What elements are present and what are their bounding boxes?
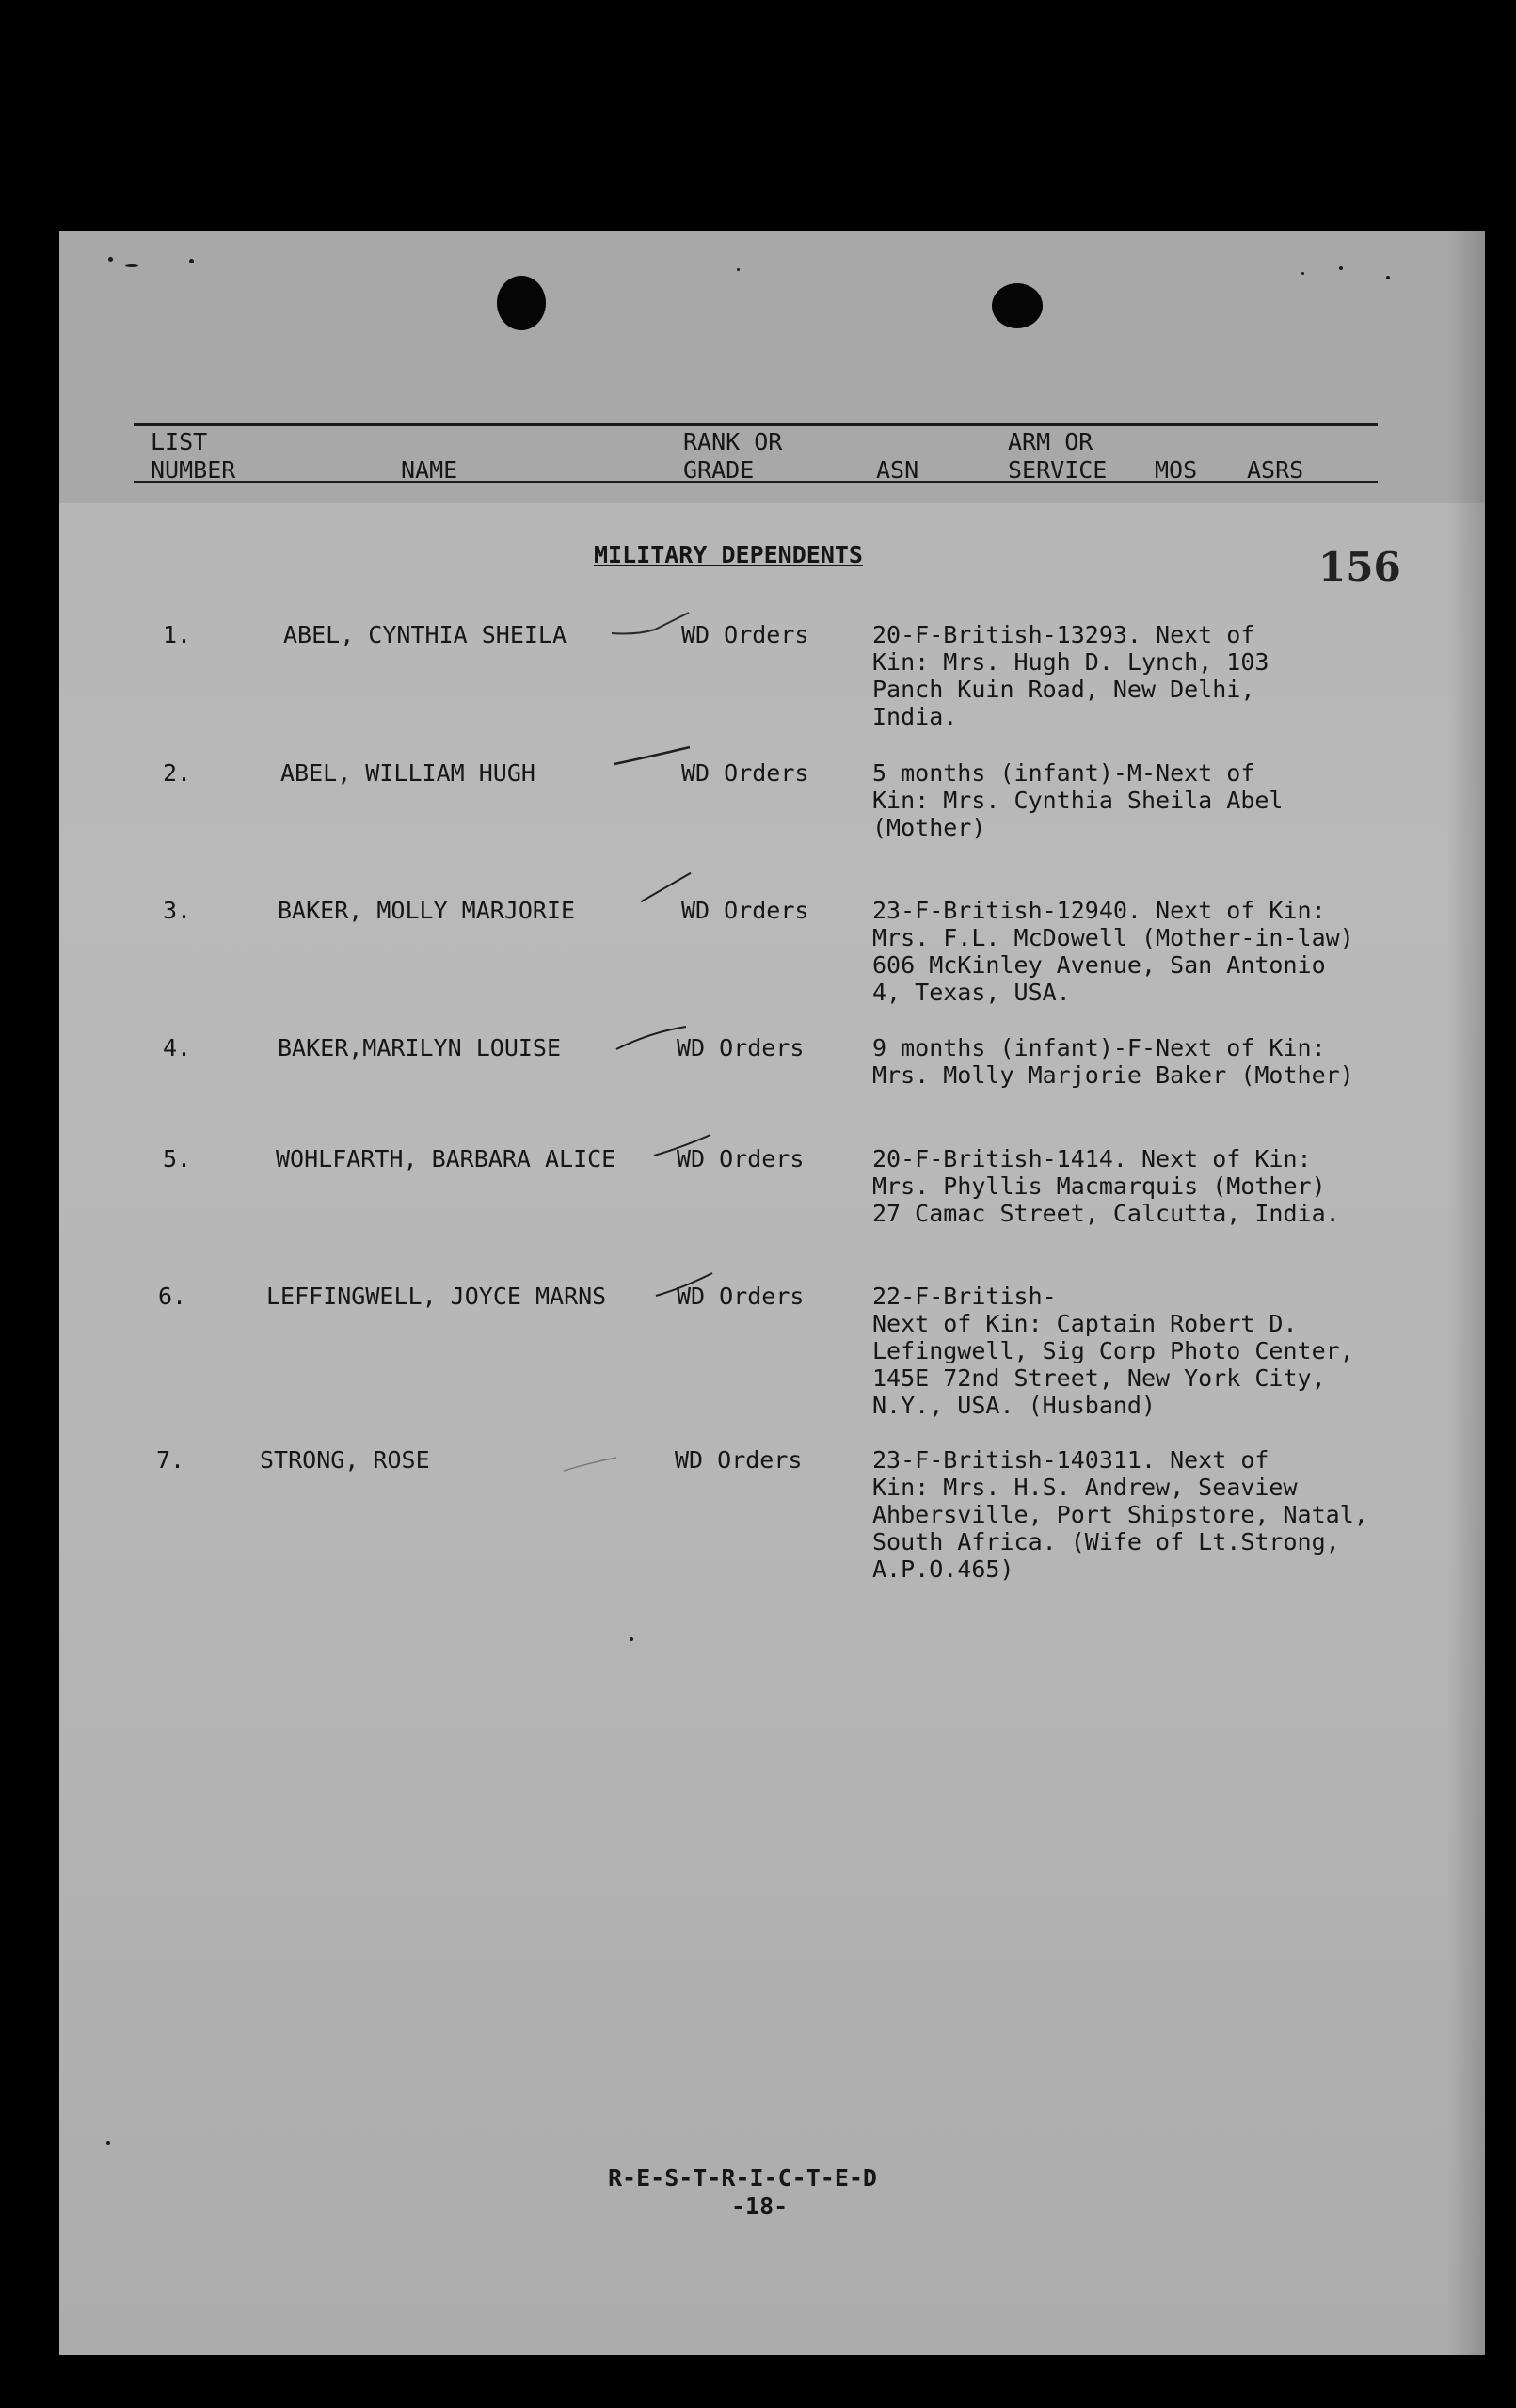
detail-line: 145E 72nd Street, New York City, (872, 1364, 1326, 1392)
entry-details (872, 1034, 1399, 1089)
entry-number: 5. (163, 1145, 192, 1172)
detail-line: India. (872, 703, 958, 730)
paper-speck (630, 1637, 633, 1641)
detail-line: 606 McKinley Avenue, San Antonio (872, 951, 1326, 979)
detail-line: 23-F-British-140311. Next of (872, 1446, 1269, 1474)
paper-speck (1386, 276, 1390, 279)
detail-line: 5 months (infant)-M-Next of (872, 759, 1255, 787)
check-mark-icon (630, 869, 714, 906)
page-stamp-number: 156 (1318, 544, 1401, 590)
detail-line: Ahbersville, Port Shipstore, Natal, (872, 1501, 1368, 1528)
paper-speck (125, 264, 138, 267)
page-number: -18- (731, 2193, 789, 2220)
detail-line: Mrs. Phyllis Macmarquis (Mother) (872, 1172, 1326, 1200)
detail-line: 4, Texas, USA. (872, 979, 1071, 1006)
detail-line: A.P.O.465) (872, 1555, 1014, 1583)
detail-line: (Mother) (872, 814, 986, 841)
entry-details (872, 897, 1399, 1006)
paper-speck (106, 2141, 110, 2145)
entry-rank: WD Orders (677, 1034, 805, 1061)
column-header-asrs: ASRS (1247, 456, 1304, 484)
entry-rank: WD Orders (677, 1145, 805, 1172)
detail-line: Lefingwell, Sig Corp Photo Center, (872, 1337, 1354, 1364)
paper-speck (189, 259, 194, 263)
entry-name: ABEL, WILLIAM HUGH (280, 759, 535, 787)
header-rule-top (134, 423, 1378, 426)
detail-line: 9 months (infant)-F-Next of Kin: (872, 1034, 1326, 1061)
entry-number: 7. (156, 1446, 185, 1474)
entry-rank: WD Orders (681, 759, 809, 787)
document-page (59, 231, 1485, 2355)
detail-line: Next of Kin: Captain Robert D. (872, 1310, 1298, 1337)
entry-name: STRONG, ROSE (260, 1446, 430, 1474)
entry-details (872, 1145, 1399, 1227)
entry-number: 2. (163, 759, 192, 787)
restricted-marking: R-E-S-T-R-I-C-T-E-D (608, 2164, 877, 2192)
entry-details (872, 1283, 1399, 1419)
column-header-asn: ASN (876, 456, 919, 484)
punch-hole-right (992, 283, 1043, 328)
paper-speck (1301, 272, 1304, 275)
detail-line: South Africa. (Wife of Lt.Strong, (872, 1528, 1340, 1555)
detail-line: Kin: Mrs. H.S. Andrew, Seaview (872, 1474, 1298, 1501)
entry-rank: WD Orders (681, 897, 809, 924)
entry-details (872, 621, 1399, 730)
entry-rank: WD Orders (681, 621, 809, 648)
detail-line: 20-F-British-1414. Next of Kin: (872, 1145, 1312, 1172)
detail-line: 23-F-British-12940. Next of Kin: (872, 897, 1326, 924)
detail-line: Kin: Mrs. Hugh D. Lynch, 103 (872, 648, 1269, 676)
entry-rank: WD Orders (677, 1283, 805, 1310)
column-header-rank: RANK OR GRADE (683, 428, 783, 484)
column-header-name: NAME (401, 456, 458, 484)
entry-number: 6. (158, 1283, 187, 1310)
check-mark-icon (652, 1129, 737, 1167)
check-mark-icon (613, 1021, 697, 1059)
entry-name: ABEL, CYNTHIA SHEILA (283, 621, 567, 648)
check-mark-icon (654, 1266, 739, 1303)
detail-line: Kin: Mrs. Cynthia Sheila Abel (872, 787, 1284, 814)
entry-name: WOHLFARTH, BARBARA ALICE (276, 1145, 616, 1172)
entry-details (872, 759, 1399, 841)
detail-line: Mrs. Molly Marjorie Baker (Mother) (872, 1061, 1354, 1089)
check-mark-icon (608, 609, 693, 646)
detail-line: 27 Camac Street, Calcutta, India. (872, 1200, 1340, 1227)
section-title: MILITARY DEPENDENTS (594, 541, 863, 568)
detail-line: N.Y., USA. (Husband) (872, 1392, 1157, 1419)
detail-line: 22-F-British- (872, 1283, 1057, 1310)
entry-number: 3. (163, 897, 192, 924)
entry-number: 1. (163, 621, 192, 648)
paper-speck (737, 268, 740, 271)
check-mark-icon (560, 1444, 645, 1482)
punch-hole-left (497, 276, 546, 330)
check-mark-icon (613, 743, 697, 781)
entry-name: LEFFINGWELL, JOYCE MARNS (266, 1283, 607, 1310)
column-header-arm-service: ARM OR SERVICE (1008, 428, 1108, 484)
entry-details (872, 1446, 1399, 1583)
detail-line: 20-F-British-13293. Next of (872, 621, 1255, 648)
entry-number: 4. (163, 1034, 192, 1061)
paper-speck (1339, 266, 1343, 270)
entry-rank: WD Orders (675, 1446, 803, 1474)
detail-line: Mrs. F.L. McDowell (Mother-in-law) (872, 924, 1354, 951)
column-header-mos: MOS (1155, 456, 1198, 484)
entry-name: BAKER,MARILYN LOUISE (278, 1034, 562, 1061)
detail-line: Panch Kuin Road, New Delhi, (872, 676, 1255, 703)
paper-speck (108, 257, 113, 262)
column-header-list-number: LIST NUMBER (151, 428, 236, 484)
entry-name: BAKER, MOLLY MARJORIE (278, 897, 576, 924)
